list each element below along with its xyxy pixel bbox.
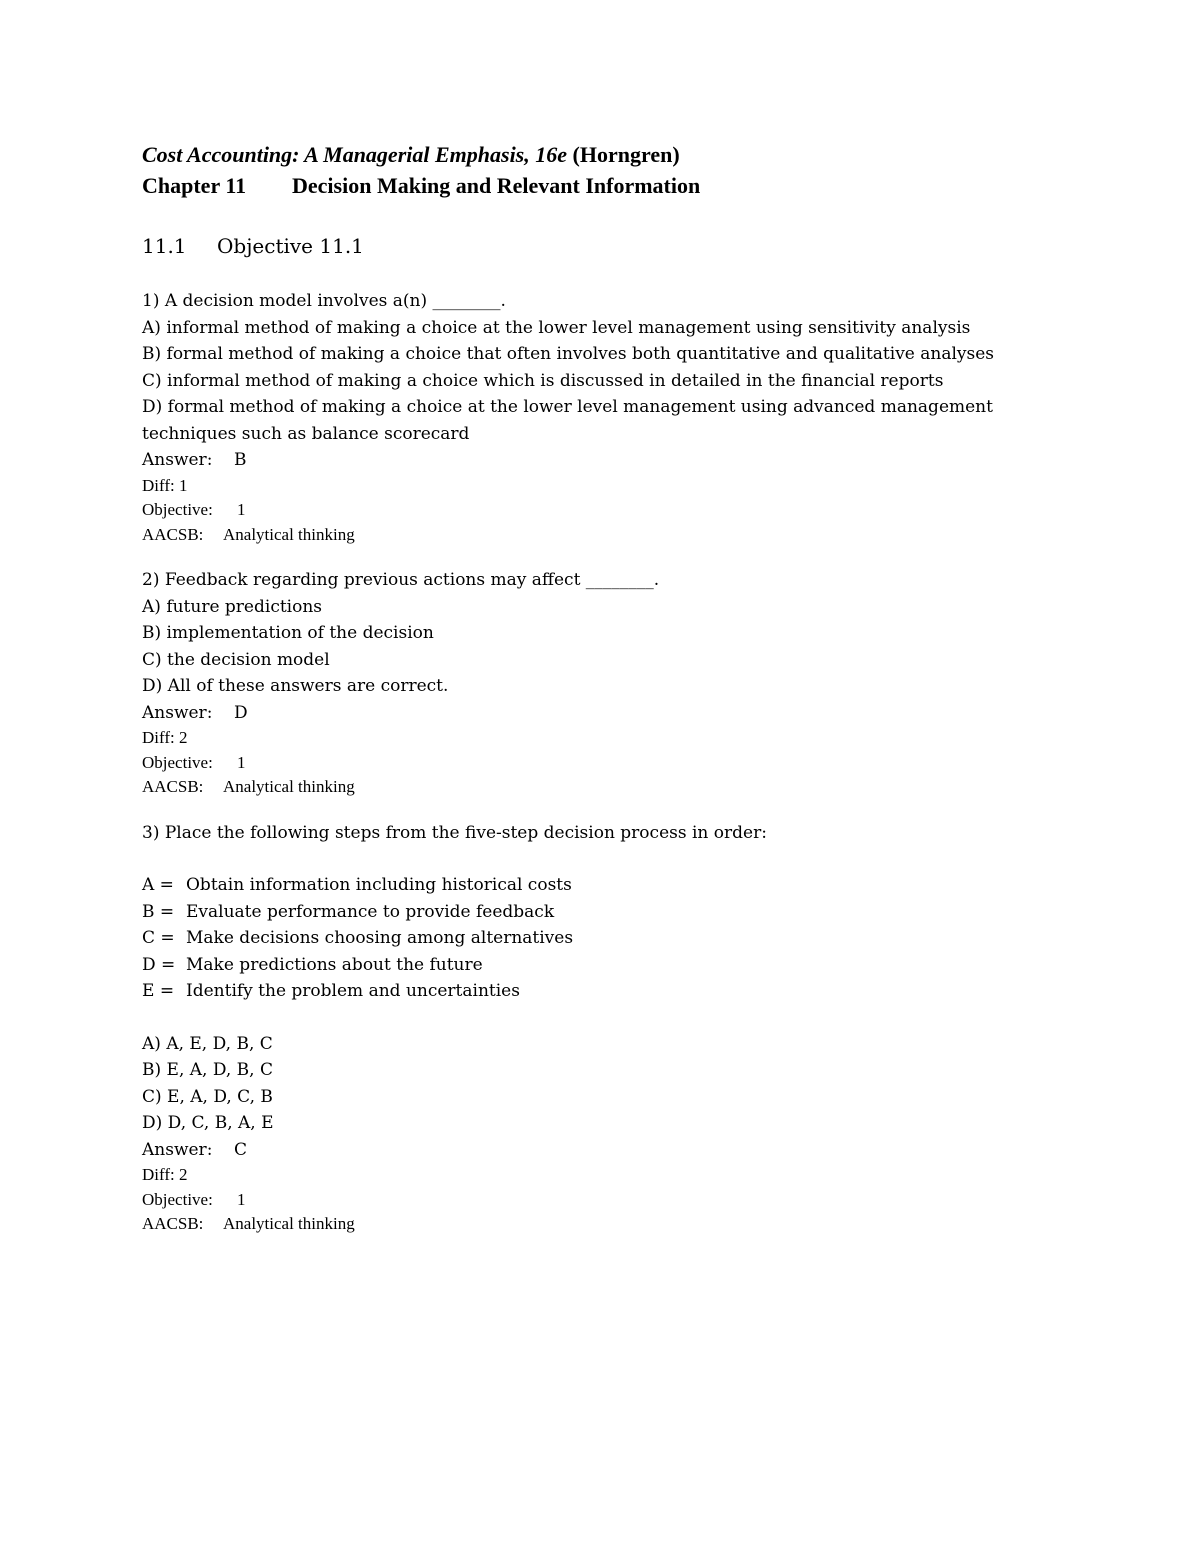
option-c: C) E, A, D, C, B <box>142 1086 273 1107</box>
aacsb-line <box>142 1212 1042 1237</box>
spacer <box>142 1005 1042 1031</box>
steps-list <box>142 872 1042 1005</box>
option-d: D) All of these answers are correct. <box>142 676 449 696</box>
objective-line <box>142 498 1042 523</box>
answer-line <box>142 1137 1042 1164</box>
section-title: Objective 11.1 <box>217 234 364 258</box>
option-d: D) D, C, B, A, E <box>142 1113 274 1133</box>
answer-value: B <box>234 450 247 470</box>
document-page <box>142 140 1042 1237</box>
objective-label: Objective: <box>142 500 213 519</box>
option-d-continued: techniques such as balance scorecard <box>142 423 470 444</box>
step-text: Obtain information including historical costs <box>186 875 572 895</box>
option-a: A) informal method of making a choice at the lower level management using sensitivity analysis <box>142 317 971 338</box>
answer-label: Answer: <box>142 1139 213 1160</box>
book-author: (Horngren) <box>572 142 680 167</box>
option-b: B) formal method of making a choice that often involves both quantitative and qualitative analyses <box>142 344 995 364</box>
question-2 <box>142 567 1042 800</box>
question-stem: 3) Place the following steps from the five-step decision process in order: <box>142 822 767 843</box>
spacer <box>142 846 1042 872</box>
step-text: Make predictions about the future <box>186 954 483 975</box>
section-number: 11.1 <box>142 234 187 258</box>
book-title: Cost Accounting: A Managerial Emphasis, 16e <box>142 142 568 167</box>
answer-label: Answer: <box>142 702 213 723</box>
objective-label: Objective: <box>142 752 213 772</box>
aacsb-line <box>142 523 1042 548</box>
option-c: C) informal method of making a choice which is discussed in detailed in the financial reports <box>142 370 944 391</box>
difficulty: Diff: 2 <box>142 1165 188 1184</box>
objective-line <box>142 751 1042 776</box>
aacsb-line <box>142 775 1042 800</box>
step-text: Make decisions choosing among alternatives <box>186 928 574 948</box>
difficulty: Diff: 2 <box>142 728 188 747</box>
aacsb-label: AACSB: <box>142 1214 204 1233</box>
section-heading <box>142 232 1042 260</box>
option-b: B) E, A, D, B, C <box>142 1060 273 1080</box>
question-stem: 1) A decision model involves a(n) ________. <box>142 291 506 311</box>
aacsb-value: Analytical thinking <box>223 777 355 796</box>
step-row <box>142 978 1042 1005</box>
step-row <box>142 872 1042 899</box>
aacsb-value: Analytical thinking <box>223 1214 355 1233</box>
option-a: A) A, E, D, B, C <box>142 1033 273 1054</box>
answer-line <box>142 447 1042 474</box>
option-d: D) formal method of making a choice at the lower level management using advanced management <box>142 397 993 417</box>
option-b: B) implementation of the decision <box>142 623 434 643</box>
answer-label: Answer: <box>142 450 213 470</box>
step-row <box>142 952 1042 979</box>
step-row <box>142 899 1042 926</box>
objective-value: 1 <box>237 752 246 772</box>
option-a: A) future predictions <box>142 596 323 617</box>
question-1 <box>142 288 1042 547</box>
difficulty: Diff: 1 <box>142 475 188 495</box>
option-c: C) the decision model <box>142 649 330 670</box>
objective-value: 1 <box>237 500 246 519</box>
answer-line <box>142 700 1042 727</box>
objective-line <box>142 1188 1042 1213</box>
question-stem: 2) Feedback regarding previous actions may affect ________. <box>142 570 660 590</box>
book-title-line <box>142 140 1042 170</box>
objective-label: Objective: <box>142 1189 213 1209</box>
step-key: B = <box>142 901 175 922</box>
step-key: D = <box>142 954 176 975</box>
aacsb-label: AACSB: <box>142 777 204 796</box>
objective-value: 1 <box>237 1189 246 1209</box>
step-text: Evaluate performance to provide feedback <box>186 901 555 922</box>
chapter-title: Decision Making and Relevant Information <box>292 173 701 198</box>
aacsb-label: AACSB: <box>142 524 204 544</box>
question-3 <box>142 820 1042 1237</box>
chapter-number: Chapter 11 <box>142 173 247 198</box>
answer-value: D <box>234 702 248 723</box>
answer-value: C <box>234 1139 248 1160</box>
step-key: E = <box>142 981 175 1001</box>
aacsb-value: Analytical thinking <box>223 524 355 544</box>
step-row <box>142 925 1042 952</box>
step-key: A = <box>142 875 174 895</box>
chapter-heading <box>142 170 1042 202</box>
step-text: Identify the problem and uncertainties <box>186 981 520 1001</box>
step-key: C = <box>142 928 175 948</box>
